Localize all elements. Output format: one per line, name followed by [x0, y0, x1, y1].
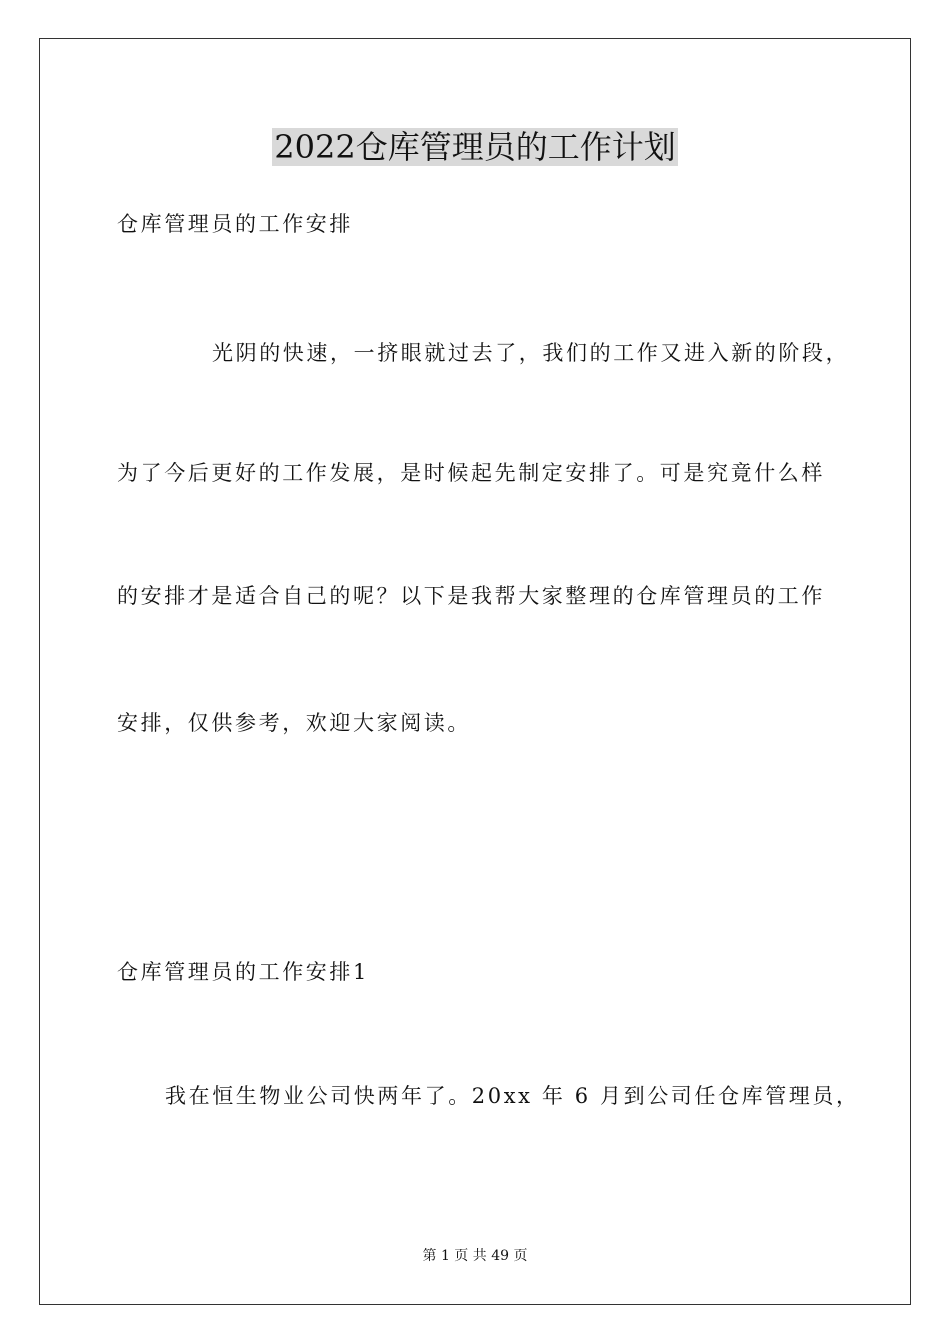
section-heading: 仓库管理员的工作安排1	[117, 960, 369, 984]
page-footer: 第 1 页 共 49 页	[422, 1248, 528, 1264]
intro-line-1: 光阴的快速，一挤眼就过去了，我们的工作又进入新的阶段，	[212, 341, 850, 365]
document-title-text: 2022仓库管理员的工作计划	[274, 128, 676, 166]
intro-line-4: 安排，仅供参考，欢迎大家阅读。	[117, 711, 471, 735]
subtitle: 仓库管理员的工作安排	[117, 212, 353, 236]
intro-line-3: 的安排才是适合自己的呢？以下是我帮大家整理的仓库管理员的工作	[117, 584, 825, 608]
intro-line-2: 为了今后更好的工作发展，是时候起先制定安排了。可是究竟什么样	[117, 461, 825, 485]
document-title	[0, 125, 950, 169]
section-paragraph-line: 我在恒生物业公司快两年了。20xx 年 6 月到公司任仓库管理员，	[165, 1084, 860, 1108]
